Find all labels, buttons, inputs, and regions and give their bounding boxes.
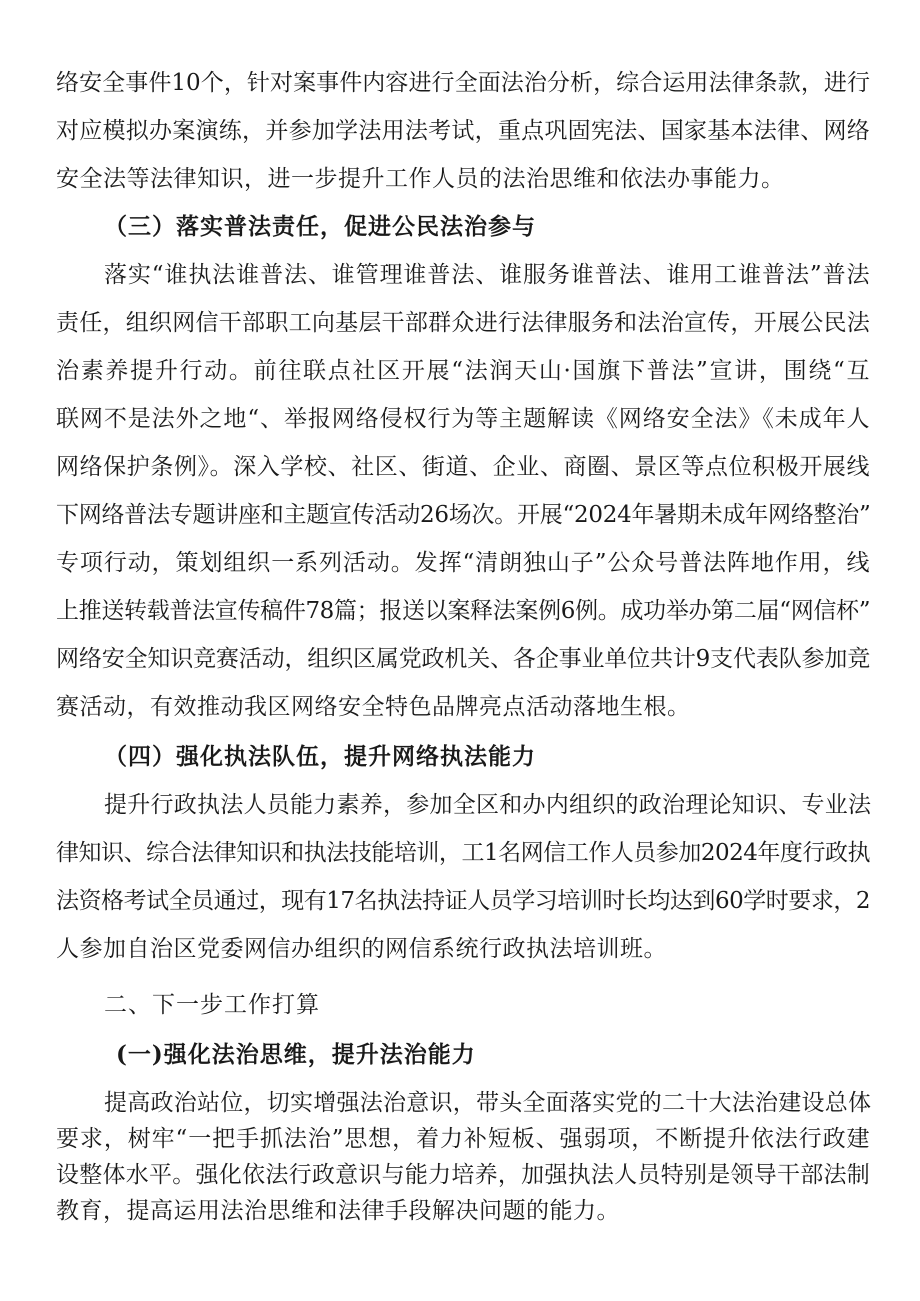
paragraph-line: 提升行政执法人员能力素养，参加全区和办内组织的政治理论知识、专业法	[104, 792, 872, 818]
paragraph-line: 专项行动，策划组织一系列活动。发挥“清朗独山子”公众号普法阵地作用，线	[56, 550, 870, 576]
paragraph-line: 要求，树牢“一把手抓法治”思想，着力补短板、强弱项，不断提升依法行政建	[56, 1126, 870, 1152]
paragraph-line: 络安全事件10个，针对案事件内容进行全面法治分析，综合运用法律条款，进行	[56, 70, 870, 96]
paragraph-line: 律知识、综合法律知识和执法技能培训，工1名网信工作人员参加2024年度行政执	[56, 840, 870, 866]
paragraph-line: 落实“谁执法谁普法、谁管理谁普法、谁服务谁普法、谁用工谁普法”普法	[104, 262, 870, 288]
section-heading-4: （四）强化执法队伍，提升网络执法能力	[104, 743, 536, 770]
paragraph-line: 对应模拟办案演练，并参加学法用法考试，重点巩固宪法、国家基本法律、网络	[56, 118, 870, 144]
paragraph-line: 网络安全知识竞赛活动，组织区属党政机关、各企事业单位共计9支代表队参加竞	[56, 646, 870, 672]
paragraph-line: 人参加自治区党委网信办组织的网信系统行政执法培训班。	[56, 936, 667, 962]
paragraph-line: 治素养提升行动。前往联点社区开展“法润天山·国旗下普法”宣讲，围绕“互	[56, 358, 870, 384]
paragraph-line: 法资格考试全员通过，现有17名执法持证人员学习培训时长均达到60学时要求，2	[56, 888, 870, 914]
paragraph-line: 下网络普法专题讲座和主题宣传活动26场次。开展“2024年暑期未成年网络整治”	[56, 502, 871, 528]
paragraph-line: 安全法等法律知识，进一步提升工作人员的法治思维和依法办事能力。	[56, 166, 785, 192]
paragraph-line: 联网不是法外之地“、举报网络侵权行为等主题解读《网络安全法》《未成年人	[56, 406, 870, 432]
paragraph-line: 赛活动，有效推动我区网络安全特色品牌亮点活动落地生根。	[56, 694, 691, 720]
paragraph-line: 提高政治站位，切实增强法治意识，带头全面落实党的二十大法治建设总体	[104, 1090, 872, 1116]
paragraph-line: 网络保护条例》。深入学校、社区、街道、企业、商圈、景区等点位积极开展线	[56, 454, 870, 480]
paragraph-line: 上推送转载普法宣传稿件78篇；报送以案释法案例6例。成功举办第二届“网信杯”	[56, 598, 870, 624]
part-heading: 二、下一步工作打算	[104, 992, 320, 1018]
paragraph-line: 责任，组织网信干部职工向基层干部群众进行法律服务和法治宣传，开展公民法	[56, 310, 870, 336]
paragraph-line: 教育，提高运用法治思维和法律手段解决问题的能力。	[56, 1198, 620, 1224]
paragraph-line: 设整体水平。强化依法行政意识与能力培养，加强执法人员特别是领导干部法制	[56, 1162, 870, 1188]
section-heading-3: （三）落实普法责任，促进公民法治参与	[104, 213, 536, 240]
sub-heading-1: (一)强化法治思维，提升法治能力	[116, 1041, 476, 1068]
